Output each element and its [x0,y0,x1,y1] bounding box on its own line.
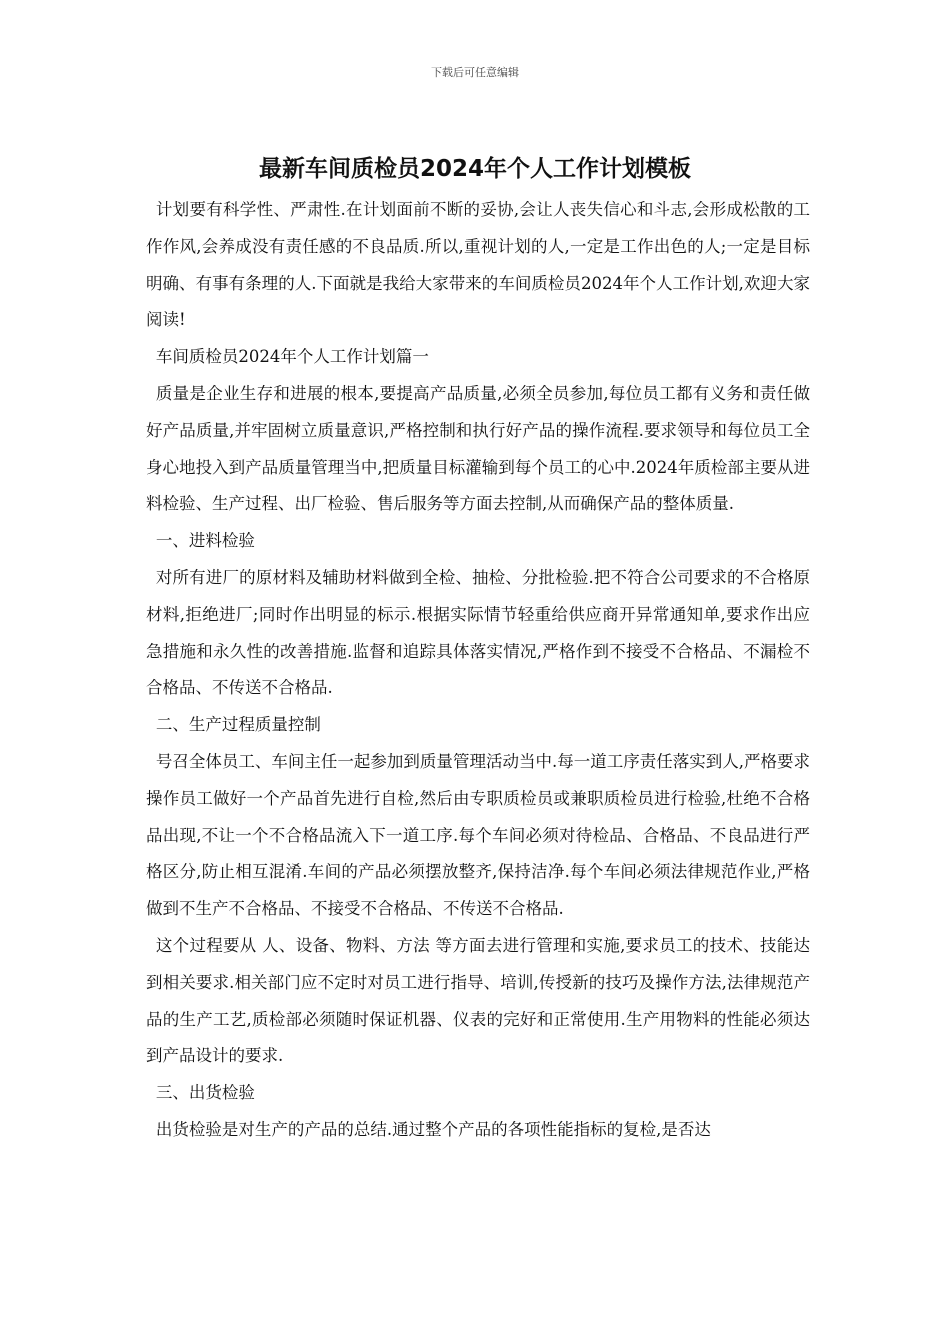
document-body [146,192,810,1149]
paragraph-shipment-inspection: 出货检验是对生产的产品的总结.通过整个产品的各项性能指标的复检,是否达 [155,1119,711,1139]
paragraph-intro: 计划要有科学性、严肃性.在计划面前不断的妥协,会让人丧失信心和斗志,会形成松散的工作作风,会养成没有责任感的不良品质.所以,重视计划的人,一定是工作出色的人;一定是目标明确、有事有条理的人.下面就是我给大家带来的车间质检员2024年个人工作计划,欢迎大家阅读! [146,200,810,330]
document-title: 最新车间质检员2024年个人工作计划模板 [258,156,691,182]
paragraph-incoming-inspection: 对所有进厂的原材料及辅助材料做到全检、抽检、分批检验.把不符合公司要求的不合格原材料,拒绝进厂;同时作出明显的标示.根据实际情节轻重给供应商开异常通知单,要求作出应急措施和永久性的改善措施.监督和追踪具体落实情况,严格作到不接受不合格品、不漏检不合格品、不传送不合格品. [146,567,810,698]
section-heading-process-control: 二、生产过程质量控制 [155,715,321,735]
section-heading-shipment-inspection: 三、出货检验 [155,1083,255,1103]
section-heading-incoming-inspection: 一、进料检验 [155,531,255,551]
paragraph-process-control: 号召全体员工、车间主任一起参加到质量管理活动当中.每一道工序责任落实到人,严格要求操作员工做好一个产品首先进行自检,然后由专职质检员或兼职质检员进行检验,杜绝不合格品出现,不让一个不合格品流入下一道工序.每个车间必须对待检品、合格品、不良品进行严格区分,防止相互混淆.车间的产品必须摆放整齐,保持洁净.每个车间必须法律规范作业,严格做到不生产不合格品、不接受不合格品、不传送不合格品. [146,751,810,919]
paragraph-process-management: 这个过程要从 人、设备、物料、方法 等方面去进行管理和实施,要求员工的技术、技能达到相关要求.相关部门应不定时对员工进行指导、培训,传授新的技巧及操作方法,法律规范产品的生产工艺,质检部必须随时保证机器、仪表的完好和正常使用.生产用物料的性能必须达到产品设计的要求. [146,935,810,1066]
header-note: 下载后可任意编辑 [431,66,519,79]
paragraph-quality: 质量是企业生存和进展的根本,要提高产品质量,必须全员参加,每位员工都有义务和责任做好产品质量,并牢固树立质量意识,严格控制和执行好产品的操作流程.要求领导和每位员工全身心地投入到产品质量管理当中,把质量目标灌输到每个员工的心中.2024年质检部主要从进料检验、生产过程、出厂检验、售后服务等方面去控制,从而确保产品的整体质量. [146,383,810,514]
section-heading-plan-one: 车间质检员2024年个人工作计划篇一 [155,347,429,367]
